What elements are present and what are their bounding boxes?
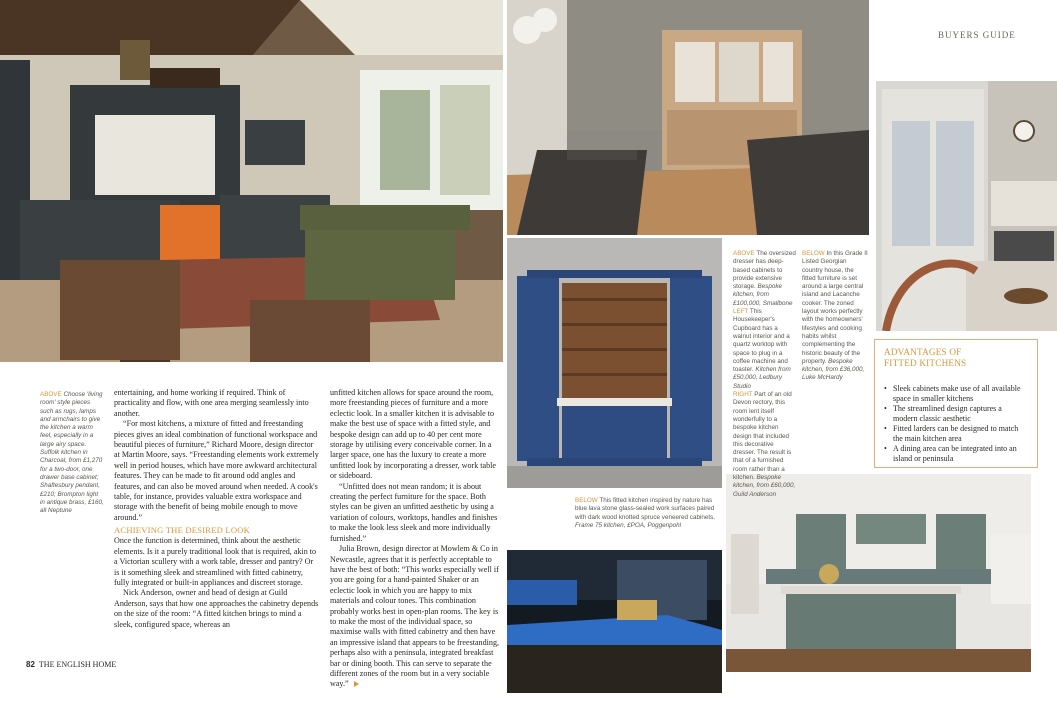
list-item: • Fitted larders can be designed to match the main kitchen area <box>884 424 1028 444</box>
caption-credit: Frame 75 kitchen, £POA, Poggenpohl <box>575 521 682 529</box>
blue-lava-kitchen-photo <box>507 550 722 693</box>
left-text: This Housekeeper's Cupboard has a walnut interior and a quartz worktop with space to plug in a coffee machine and toaster. <box>733 308 790 374</box>
above-credit: Bespoke kitchen, from £100,000, Smallbone <box>733 283 793 307</box>
caption-text: This fitted kitchen inspired by nature has blue lava stone glass-sealed work surfaces paired with dark wood knotted spruce veneered cabinets. <box>575 497 716 521</box>
advantages-list <box>884 384 1028 464</box>
main-kitchen-caption <box>40 391 104 515</box>
article-paragraph: Julia Brown, design director at Mowlem & Co in Newcastle, agrees that it is perfectly acceptable to have the best of both: “This works especially well if you are going for a hand-painted Shaker or an eclectic look in which you are happy to mix materials and colour tones. This combination probably works best in open-plan rooms. The key is to make the most of the individual space, so maximise walls with fitted cabinetry and then have an impressive island that appears to be freestanding, perhaps also with a peninsula, integrated breakfast bar or dining booth. This can serve to separate the different zones of the room but in a very sociable way.” <box>330 544 500 689</box>
section-header: BUYERS GUIDE <box>938 30 1016 40</box>
below-credit: Bespoke kitchen, from £36,000, Luke McHardy <box>802 357 865 382</box>
article-paragraph: Once the function is determined, think about the aesthetic elements. Is it a purely traditional look that is required, akin to a Victorian scullery with a work table, dresser and pantry? Or is it something sleek and streamlined with fitted cabinetry, fully integrated or built-in appliances and discreet storage. <box>114 536 317 587</box>
housekeepers-cupboard-photo <box>507 238 722 488</box>
article-subheading: ACHIEVING THE DESIRED LOOK <box>114 525 251 536</box>
article-paragraph: “For most kitchens, a mixture of fitted and freestanding pieces gives an ideal combination of functional workspace and beautiful pieces of furniture,” Richard Moore, design director at Martin Moore, says. “Freestanding elements work extremely well in period houses, which have more awkward architectural features. They can be made to fit around odd angles and features, and can also be moved around when needed. A cook's table, for instance, provides valuable extra workspace and storage with the benefit of being mobile enough to move around.” <box>114 419 319 522</box>
list-item: • Sleek cabinets make use of all available space in smaller kitchens <box>884 384 1028 404</box>
dresser-kitchen-photo <box>507 0 869 235</box>
advantages-title <box>884 347 1028 368</box>
georgian-country-kitchen-photo <box>726 474 1031 672</box>
below-label: BELOW <box>802 250 825 257</box>
below-text: In this Grade II Listed Georgian country house, the fitted furniture is set around a large central island and Lacanche cooker. The zoned layout works perfectly with the homeowners' lifestyles and cooking habits whilst complementing the historic beauty of the property. <box>802 250 868 365</box>
cluster-caption-column-1 <box>733 250 797 499</box>
blue-kitchen-caption <box>575 497 720 530</box>
main-kitchen-photo <box>0 0 503 362</box>
advantages-title-line-2: FITTED KITCHENS <box>884 357 967 368</box>
right-credit: Bespoke kitchen, from £60,000, Guild Anderson <box>733 474 796 498</box>
page-folio <box>26 660 116 669</box>
end-mark-icon <box>354 681 359 687</box>
magazine-name: THE ENGLISH HOME <box>38 660 117 669</box>
list-item: • The streamlined design captures a modern classic aesthetic <box>884 404 1028 424</box>
left-credit: Kitchen from £50,000, Ledbury Studio <box>733 366 791 390</box>
caption-label: ABOVE <box>40 391 62 398</box>
right-label: RIGHT <box>733 391 753 399</box>
advantages-title-line-1: ADVANTAGES OF <box>884 347 962 357</box>
devon-rectory-dresser-photo <box>876 81 1057 331</box>
article-column-1 <box>114 388 320 630</box>
above-text: The oversized dresser has deep-based cabinets to provide extensive storage. <box>733 250 796 291</box>
page-number: 82 <box>26 660 35 669</box>
article-paragraph: unfitted kitchen allows for space around the room, more freestanding pieces of furniture and a more eclectic look. In a smaller kitchen it is advisable to make the best use of space with a fitted style, and bespoke design can add up to 40 per cent more storage by utilising every conceivable corner. In a larger space, one has the luxury to create a more unfitted look by incorporating a dresser, work table or sideboard. <box>330 388 497 481</box>
article-paragraph: Nick Anderson, owner and head of design at Guild Anderson, says that how one approaches the cabinetry depends on the size of the room: “A fitted kitchen brings to mind a sleek, configured space, whereas an <box>114 588 319 629</box>
article-paragraph: “Unfitted does not mean random; it is about creating the perfect furniture for the space. Both styles can be given an unfitted aesthetic by using a variation of colours, worktops, handles and finishes to make the look less sleek and more individually furnished.” <box>330 481 498 543</box>
right-text: Part of an old Devon rectory, this room lent itself wonderfully to a bespoke kitchen design that included this decorative dresser. The result is that of a furnished room rather than a kitchen. <box>733 391 792 482</box>
list-item: • A dining area can be integrated into an island or peninsula <box>884 444 1028 464</box>
caption-text: Choose 'living room' style pieces such as rugs, lamps and armchairs to give the kitchen a warm feel, especially in a large airy space. Suffolk kitchen in Charcoal, from £1,270 for a two-door, one drawer base cabinet; Shaftesbury pendant, £210; Brompton light in antique brass, £160, all Neptune <box>40 391 104 515</box>
above-label: ABOVE <box>733 250 755 257</box>
caption-label: BELOW <box>575 497 598 504</box>
advantages-box <box>874 339 1038 468</box>
article-column-2 <box>330 388 502 690</box>
cluster-caption-column-2 <box>802 250 868 383</box>
left-label: LEFT <box>733 308 749 316</box>
article-paragraph: entertaining, and home working if required. Think of practicality and flow, with one area merging seamlessly into another. <box>114 388 309 418</box>
